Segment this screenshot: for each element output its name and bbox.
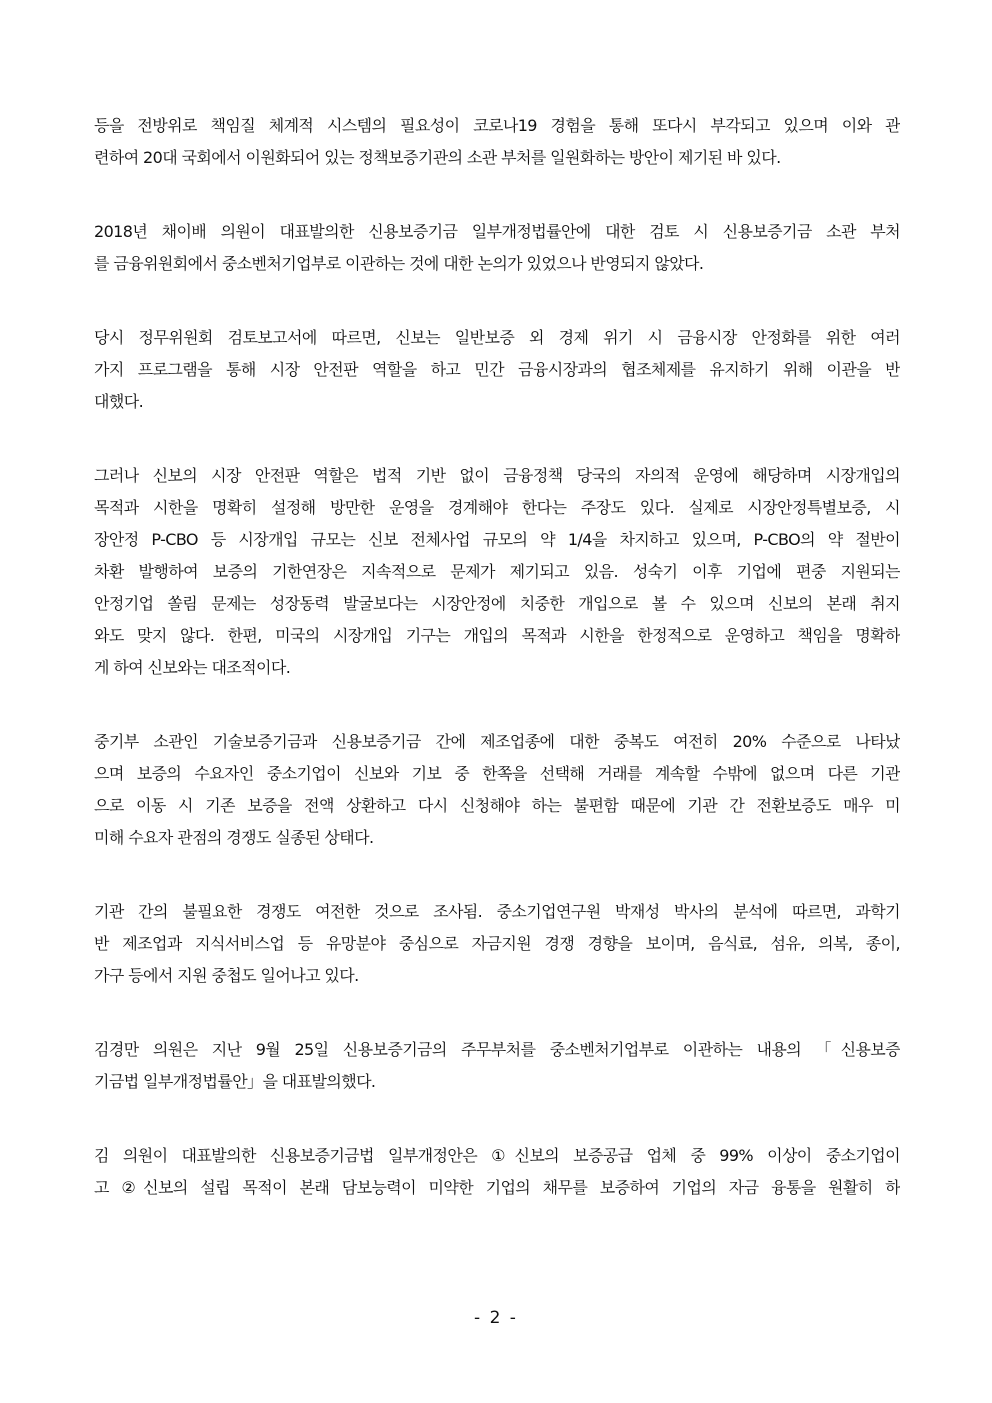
text-line: 를 금융위원회에서 중소벤처기업부로 이관하는 것에 대한 논의가 있었으나 반영되지 않았다. [94,254,704,273]
paragraph-1 [94,110,900,174]
paragraph-2 [94,216,900,280]
text-line: 대했다. [94,392,144,411]
text-line: 고 ②신보의 설립 목적이 본래 담보능력이 미약한 기업의 채무를 보증하여 기업의 자금 융통을 원활히 하 [94,1178,900,1197]
page-number: - 2 - [474,1308,518,1328]
paragraph-3 [94,322,900,418]
text-line: 가지 프로그램을 통해 시장 안전판 역할을 하고 민간 금융시장과의 협조체제를 유지하기 위해 이관을 반 [94,360,900,379]
text-line: 기금법 일부개정법률안」을 대표발의했다. [94,1072,376,1091]
text-line: 2018년 채이배 의원이 대표발의한 신용보증기금 일부개정법률안에 대한 검토 시 신용보증기금 소관 부처 [94,222,900,241]
text-line: 으며 보증의 수요자인 중소기업이 신보와 기보 중 한쪽을 선택해 거래를 계속할 수밖에 없으며 다른 기관 [94,764,900,783]
text-line: 등을 전방위로 책임질 체계적 시스템의 필요성이 코로나19 경험을 통해 또다시 부각되고 있으며 이와 관 [94,116,900,135]
text-line: 안정기업 쏠림 문제는 성장동력 발굴보다는 시장안정에 치중한 개입으로 볼 수 있으며 신보의 본래 취지 [94,594,900,613]
paragraph-8 [94,1140,900,1204]
paragraph-6 [94,896,900,992]
text-line: 그러나 신보의 시장 안전판 역할은 법적 기반 없이 금융정책 당국의 자의적 운영에 해당하며 시장개입의 [94,466,900,485]
text-line: 미해 수요자 관점의 경쟁도 실종된 상태다. [94,828,374,847]
text-line: 장안정 P-CBO 등 시장개입 규모는 신보 전체사업 규모의 약 1/4을 차지하고 있으며, P-CBO의 약 절반이 [94,530,900,549]
document-body [94,110,900,1246]
text-line: 김 의원이 대표발의한 신용보증기금법 일부개정안은 ①신보의 보증공급 업체 중 99% 이상이 중소기업이 [94,1146,900,1165]
text-line: 반 제조업과 지식서비스업 등 유망분야 중심으로 자금지원 경쟁 경향을 보이며, 음식료, 섬유, 의복, 종이, [94,934,900,953]
text-line: 차환 발행하여 보증의 기한연장은 지속적으로 문제가 제기되고 있음. 성숙기 이후 기업에 편중 지원되는 [94,562,900,581]
text-line: 중기부 소관인 기술보증기금과 신용보증기금 간에 제조업종에 대한 중복도 여전히 20% 수준으로 나타났 [94,732,900,751]
text-line: 김경만 의원은 지난 9월 25일 신용보증기금의 주무부처를 중소벤처기업부로 이관하는 내용의 「신용보증 [94,1040,900,1059]
text-line: 당시 정무위원회 검토보고서에 따르면, 신보는 일반보증 외 경제 위기 시 금융시장 안정화를 위한 여러 [94,328,900,347]
text-line: 목적과 시한을 명확히 설정해 방만한 운영을 경계해야 한다는 주장도 있다. 실제로 시장안정특별보증, 시 [94,498,900,517]
text-line: 가구 등에서 지원 중첩도 일어나고 있다. [94,966,359,985]
text-line: 련하여 20대 국회에서 이원화되어 있는 정책보증기관의 소관 부처를 일원화하는 방안이 제기된 바 있다. [94,148,781,167]
paragraph-7 [94,1034,900,1098]
paragraph-4 [94,460,900,684]
text-line: 기관 간의 불필요한 경쟁도 여전한 것으로 조사됨. 중소기업연구원 박재성 박사의 분석에 따르면, 과학기 [94,902,900,921]
text-line: 으로 이동 시 기존 보증을 전액 상환하고 다시 신청해야 하는 불편함 때문에 기관 간 전환보증도 매우 미 [94,796,900,815]
text-line: 와도 맞지 않다. 한편, 미국의 시장개입 기구는 개입의 목적과 시한을 한정적으로 운영하고 책임을 명확하 [94,626,900,645]
paragraph-5 [94,726,900,854]
text-line: 게 하여 신보와는 대조적이다. [94,658,291,677]
